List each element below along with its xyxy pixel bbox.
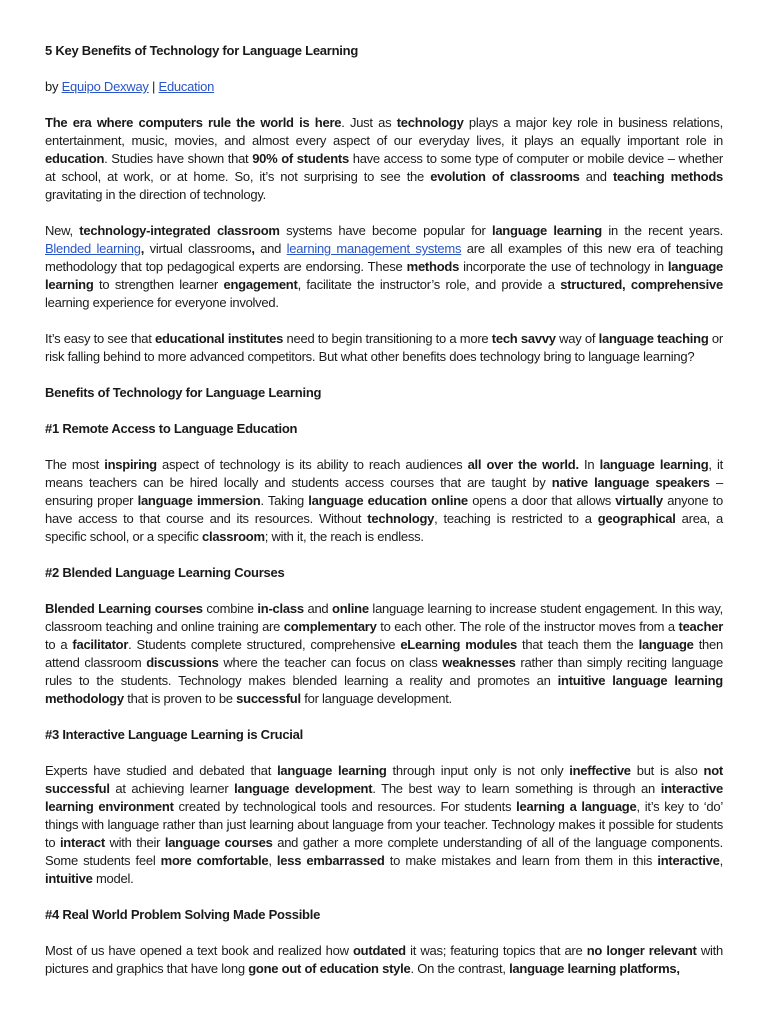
bold-text: not successful — [45, 763, 723, 796]
bold-text: language education online — [308, 493, 468, 508]
body-text: plays a major key role in business relations, entertainment, music, movies, and almost every aspect of our everyday lives, it plays an equally important role in — [45, 115, 723, 148]
body-text: rather than simply reciting language rules to the students. Technology makes blended learning a reality and promotes an — [45, 655, 723, 688]
body-text: incorporate the use of technology in — [459, 259, 668, 274]
bold-text: eLearning modules — [400, 637, 517, 652]
bold-text: teacher — [678, 619, 723, 634]
bold-text: interact — [59, 835, 105, 850]
document-page — [45, 42, 723, 996]
body-text: It’s easy to see that — [45, 331, 155, 346]
bold-text: language learning — [599, 457, 709, 472]
body-text: aspect of technology is its ability to reach audiences — [156, 457, 468, 472]
bold-text: engagement — [223, 277, 298, 292]
section-heading-heading-1: #1 Remote Access to Language Education — [45, 421, 298, 436]
body-text: in the recent years. — [602, 223, 724, 238]
body-text: , facilitate the instructor’s role, and provide a — [297, 277, 561, 292]
inline-link[interactable]: learning management systems — [286, 241, 462, 256]
body-text: – ensuring proper — [45, 475, 724, 508]
body-text: but is also — [630, 763, 704, 778]
body-text: language learning to increase student engagement. In this way, classroom teaching and online training are — [45, 601, 723, 634]
byline — [45, 78, 723, 96]
body-text: , it’s key to ‘do’ things with language rather than just learning about language from your teacher. Technology makes it possible for students to — [45, 799, 723, 850]
bold-text: evolution of classrooms — [430, 169, 580, 184]
body-text: then attend classroom — [45, 637, 723, 670]
body-text: need to begin transitioning to a more — [283, 331, 492, 346]
section-heading-heading-4: #4 Real World Problem Solving Made Possible — [45, 907, 321, 922]
bold-text: less embarrassed — [276, 853, 385, 868]
paragraph-intro-2 — [45, 222, 723, 312]
bold-text: , — [140, 241, 145, 256]
byline-separator: | — [148, 79, 159, 94]
bold-text: Blended Learning courses — [45, 601, 203, 616]
body-text: with pictures and graphics that have long — [45, 943, 723, 976]
body-text: that teach them the — [516, 637, 639, 652]
inline-link[interactable]: Blended learning — [45, 241, 141, 256]
body-text: . Just as — [341, 115, 397, 130]
author-link[interactable]: Equipo Dexway — [61, 79, 149, 94]
body-text: to make mistakes and learn from them in this — [384, 853, 658, 868]
bold-text: language learning — [277, 763, 387, 778]
body-text: where the teacher can focus on class — [218, 655, 443, 670]
body-text: gravitating in the direction of technology. — [45, 187, 266, 202]
bold-text: native language speakers — [551, 475, 710, 490]
bold-text: language courses — [164, 835, 273, 850]
bold-text: methods — [406, 259, 460, 274]
bold-text: interactive learning environment — [45, 781, 723, 814]
body-text: anyone to have access to that course and its resources. Without — [45, 493, 724, 526]
paragraph-intro-3 — [45, 330, 723, 366]
bold-text: language development — [234, 781, 373, 796]
bold-text: The era where computers rule the world is here — [45, 115, 342, 130]
body-text: systems have become popular for — [279, 223, 492, 238]
bold-text: more comfortable — [160, 853, 269, 868]
bold-text: education — [45, 151, 105, 166]
bold-text: structured, comprehensive — [560, 277, 723, 292]
bold-text: virtually — [615, 493, 663, 508]
bold-text: language teaching — [598, 331, 709, 346]
paragraph-section-2 — [45, 600, 723, 708]
body-text: , — [719, 853, 723, 868]
body-text: . Taking — [260, 493, 309, 508]
body-text: to each other. The role of the instructor moves from a — [376, 619, 679, 634]
bold-text: technology — [396, 115, 464, 130]
body-text: with their — [104, 835, 165, 850]
bold-text: language learning — [491, 223, 602, 238]
section-heading-heading-3: #3 Interactive Language Learning is Crucial — [45, 727, 304, 742]
bold-text: language learning platforms, — [509, 961, 680, 976]
paragraph-intro-1 — [45, 114, 723, 204]
body-text: , it means teachers can be hired locally and students access courses that are taught by — [45, 457, 723, 490]
bold-text: intuitive language learning methodology — [45, 673, 723, 706]
bold-text: inspiring — [104, 457, 157, 472]
article-body — [45, 114, 723, 978]
body-text: through input only is not only — [386, 763, 570, 778]
body-text: area, a specific school, or a specific — [45, 511, 723, 544]
body-text: virtual classrooms — [144, 241, 252, 256]
bold-text: ineffective — [569, 763, 631, 778]
bold-text: discussions — [146, 655, 219, 670]
body-text: The most — [45, 457, 105, 472]
bold-text: gone out of education style — [248, 961, 411, 976]
body-text: Most of us have opened a text book and realized how — [45, 943, 353, 958]
bold-text: tech savvy — [491, 331, 556, 346]
bold-text: intuitive — [45, 871, 93, 886]
byline-prefix: by — [45, 79, 62, 94]
document-title: 5 Key Benefits of Technology for Language Learning — [45, 43, 359, 58]
bold-text: outdated — [352, 943, 406, 958]
body-text: have access to some type of computer or mobile device – whether at school, at work, or at home. So, it’s not surprising to see the — [45, 151, 724, 184]
body-text: combine — [202, 601, 258, 616]
body-text: it was; featuring topics that are — [405, 943, 587, 958]
bold-text: 90% of students — [252, 151, 349, 166]
bold-text: all over the world. — [467, 457, 579, 472]
bold-text: successful — [236, 691, 301, 706]
body-text: are all examples of this new era of teaching methodology that top pedagogical experts are endorsing. These — [45, 241, 724, 274]
bold-text: educational institutes — [154, 331, 284, 346]
bold-text: teaching methods — [612, 169, 723, 184]
paragraph-section-3 — [45, 762, 723, 888]
bold-text: weaknesses — [442, 655, 516, 670]
bold-text: complementary — [283, 619, 377, 634]
bold-text: language learning — [45, 259, 723, 292]
bold-text: technology — [367, 511, 435, 526]
body-text: for language development. — [300, 691, 452, 706]
body-text: , — [268, 853, 277, 868]
body-text: . Studies have shown that — [104, 151, 253, 166]
bold-text: facilitator — [72, 637, 129, 652]
bold-text: interactive — [657, 853, 720, 868]
paragraph-section-4 — [45, 942, 723, 978]
section-heading-heading-2: #2 Blended Language Learning Courses — [45, 565, 285, 580]
paragraph-section-1 — [45, 456, 723, 546]
bold-text: , — [251, 241, 255, 256]
body-text: ; with it, the reach is endless. — [264, 529, 424, 544]
body-text: . On the contrast, — [410, 961, 510, 976]
body-text: , teaching is restricted to a — [434, 511, 598, 526]
body-text: to strengthen learner — [93, 277, 224, 292]
bold-text: geographical — [597, 511, 676, 526]
bold-text: learning a language — [516, 799, 637, 814]
body-text: and — [303, 601, 333, 616]
body-text: New, — [45, 223, 80, 238]
body-text: learning experience for everyone involved. — [45, 295, 279, 310]
bold-text: classroom — [201, 529, 265, 544]
body-text: created by technological tools and resources. For students — [173, 799, 517, 814]
body-text: way of — [555, 331, 599, 346]
body-text: Experts have studied and debated that — [45, 763, 278, 778]
body-text: opens a door that allows — [467, 493, 616, 508]
body-text: to a — [45, 637, 73, 652]
section-heading-heading-benefits: Benefits of Technology for Language Learning — [45, 385, 322, 400]
bold-text: language — [638, 637, 694, 652]
body-text: . Students complete structured, comprehensive — [128, 637, 401, 652]
body-text: at achieving learner — [109, 781, 235, 796]
body-text: and — [254, 241, 287, 256]
body-text: and gather a more complete understanding of all of the language components. Some students feel — [45, 835, 723, 868]
body-text: that is proven to be — [123, 691, 237, 706]
bold-text: no longer relevant — [586, 943, 697, 958]
body-text: and — [579, 169, 613, 184]
bold-text: online — [332, 601, 369, 616]
bold-text: language immersion — [137, 493, 261, 508]
body-text: model. — [92, 871, 134, 886]
bold-text: technology-integrated classroom — [79, 223, 280, 238]
bold-text: in-class — [257, 601, 304, 616]
body-text: In — [578, 457, 600, 472]
category-link[interactable]: Education — [158, 79, 215, 94]
body-text: . The best way to learn something is through an — [372, 781, 661, 796]
body-text: or risk falling behind to more advanced competitors. But what other benefits does technology bring to language learning? — [45, 331, 723, 364]
